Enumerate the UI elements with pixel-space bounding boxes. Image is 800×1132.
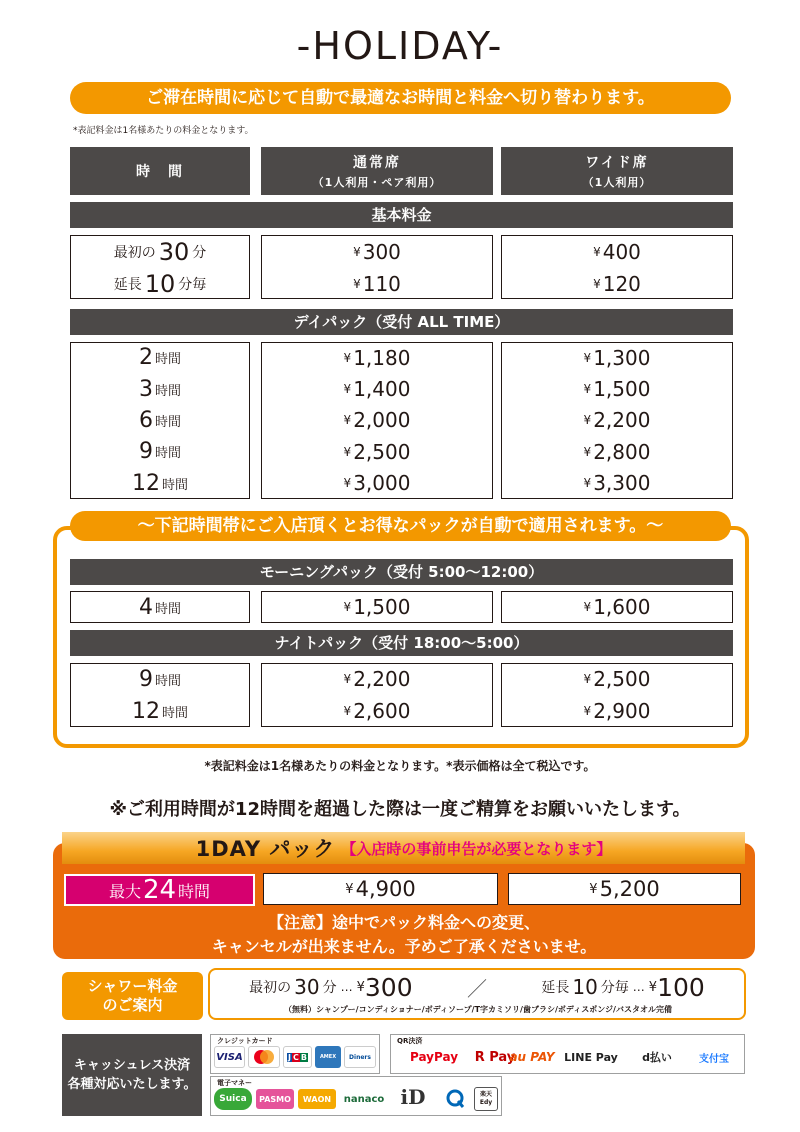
mastercard-logo bbox=[248, 1046, 280, 1068]
header-normal-seat bbox=[261, 147, 493, 195]
rakuten-pay-logo: R Pay bbox=[474, 1049, 516, 1065]
basic-wide-ext bbox=[502, 268, 732, 300]
hours-unit: 時間 bbox=[161, 477, 188, 493]
header-normal-main: 通常席 bbox=[353, 155, 401, 171]
jcb-c: C bbox=[293, 1052, 299, 1062]
yen-sign: ¥ bbox=[345, 881, 354, 897]
yen-sign: ¥ bbox=[356, 979, 365, 995]
price: 1,600 bbox=[593, 595, 651, 619]
hours-unit: 時間 bbox=[154, 446, 181, 462]
day-pack-bar: デイパック（受付 ALL TIME） bbox=[70, 309, 733, 335]
emoney-label: 電子マネー bbox=[217, 1079, 252, 1087]
hours-number: 3 bbox=[138, 376, 153, 402]
yen-sign: ¥ bbox=[589, 881, 598, 897]
header-time-label: 時 間 bbox=[136, 164, 184, 180]
yen-sign: ¥ bbox=[343, 382, 352, 397]
day-pack-hours-cell bbox=[70, 342, 250, 373]
hours-unit: 時間 bbox=[154, 383, 181, 399]
basic-wide-first bbox=[502, 236, 732, 268]
price: 5,200 bbox=[599, 877, 660, 901]
hours-number: 9 bbox=[138, 439, 153, 465]
yen-sign: ¥ bbox=[353, 277, 361, 291]
jcb-logo bbox=[283, 1046, 312, 1068]
max-pre: 最大 bbox=[108, 881, 141, 901]
shower-first-num: 30 bbox=[294, 975, 320, 999]
rakuten-edy-logo: 楽天Edy bbox=[474, 1087, 498, 1111]
day-pack-wide-price-cell bbox=[501, 342, 733, 373]
day-pack-wide-price-cell bbox=[501, 405, 733, 436]
header-normal-sub: （1人利用・ペア利用） bbox=[312, 176, 442, 189]
day-pack-normal-price-cell bbox=[261, 342, 493, 373]
one-day-note-line1: 【注意】途中でパック料金への変更、 bbox=[267, 913, 540, 932]
one-day-normal-price bbox=[263, 873, 498, 905]
yen-sign: ¥ bbox=[343, 704, 352, 718]
price: 3,000 bbox=[353, 471, 411, 496]
diners-logo: Diners bbox=[344, 1046, 376, 1068]
shower-ext-pre: 延長 bbox=[541, 980, 570, 996]
header-wide-main: ワイド席 bbox=[585, 155, 649, 171]
price: 120 bbox=[602, 272, 641, 296]
shower-first-unit: 分 bbox=[322, 980, 337, 996]
day-pack-hours-cell bbox=[70, 468, 250, 499]
day-pack-wide-price-cell bbox=[501, 436, 733, 467]
night-wide-price-cell bbox=[501, 695, 733, 727]
one-day-pack-header bbox=[62, 832, 745, 864]
hours-number: 9 bbox=[138, 666, 153, 692]
basic-first-post: 分 bbox=[192, 245, 207, 261]
hours-unit: 時間 bbox=[154, 352, 181, 368]
shower-ext-unit: 分毎 bbox=[600, 980, 629, 996]
basic-ext-post: 分毎 bbox=[178, 277, 207, 293]
amex-logo: AMEX bbox=[315, 1046, 341, 1068]
night-normal-price-cell bbox=[261, 695, 493, 727]
au-pay-logo: au PAY bbox=[509, 1050, 555, 1064]
cashless-label bbox=[62, 1034, 202, 1116]
line-pay-logo: LINE Pay bbox=[564, 1050, 618, 1064]
price: 4,900 bbox=[355, 877, 416, 901]
night-wide-price-cell bbox=[501, 663, 733, 695]
price: 300 bbox=[362, 240, 401, 264]
basic-normal-first bbox=[262, 236, 492, 268]
price: 2,200 bbox=[353, 667, 411, 691]
price: 2,500 bbox=[353, 439, 411, 464]
page-title: -HOLIDAY- bbox=[296, 24, 504, 68]
hours-unit: 時間 bbox=[154, 414, 181, 430]
shower-fee-label bbox=[62, 972, 203, 1020]
waon-logo: WAON bbox=[298, 1089, 336, 1109]
one-day-subtitle: 【入店時の事前申告が必要となります】 bbox=[341, 839, 612, 858]
price: 3,300 bbox=[593, 471, 651, 496]
morning-pack-bar: モーニングパック（受付 5:00～12:00） bbox=[70, 559, 733, 585]
auto-switch-banner: ご滞在時間に応じて自動で最適なお時間と料金へ切り替わります。 bbox=[70, 82, 731, 114]
price: 1,500 bbox=[593, 377, 651, 402]
pasmo-logo: PASMO bbox=[256, 1089, 294, 1109]
night-pack-bar: ナイトパック（受付 18:00～5:00） bbox=[70, 630, 733, 656]
jcb-b: B bbox=[300, 1052, 307, 1062]
yen-sign: ¥ bbox=[353, 245, 361, 259]
day-pack-normal-price-cell bbox=[261, 405, 493, 436]
shower-label-line1: シャワー料金 bbox=[87, 977, 178, 995]
shower-amenities: （無料）シャンプー/コンディショナー/ボディソープ/T字カミソリ/歯ブラシ/ボディスポンジ/バスタオル完備 bbox=[284, 1005, 672, 1014]
price: 2,800 bbox=[593, 439, 651, 464]
yen-sign: ¥ bbox=[583, 444, 592, 459]
night-normal-price-cell bbox=[261, 663, 493, 695]
basic-normal-ext bbox=[262, 268, 492, 300]
jcb-j: J bbox=[288, 1052, 291, 1062]
day-pack-hours-cell bbox=[70, 405, 250, 436]
morning-wide-price-cell bbox=[501, 591, 733, 623]
dots: … bbox=[340, 980, 353, 994]
price: 1,400 bbox=[353, 377, 411, 402]
one-day-note-line2: キャンセルが出来ません。予めご了承くださいませ。 bbox=[211, 937, 597, 956]
shower-ext bbox=[541, 973, 704, 1002]
credit-card-label: クレジットカード bbox=[217, 1037, 273, 1045]
price: 2,500 bbox=[593, 667, 651, 691]
shower-ext-num: 10 bbox=[572, 975, 598, 999]
basic-time-col bbox=[70, 235, 250, 299]
night-hours-cell bbox=[70, 663, 250, 695]
yen-sign: ¥ bbox=[583, 413, 592, 428]
header-time bbox=[70, 147, 250, 195]
price: 1,300 bbox=[593, 345, 651, 370]
day-pack-wide-price-cell bbox=[501, 468, 733, 499]
nanaco-logo: nanaco bbox=[343, 1093, 385, 1105]
day-pack-normal-price-cell bbox=[261, 468, 493, 499]
max-24-hours-label bbox=[64, 874, 255, 906]
divider-slash: ／ bbox=[466, 976, 487, 1001]
cashless-line1: キャッシュレス決済 bbox=[73, 1058, 191, 1073]
day-pack-wide-price-cell bbox=[501, 373, 733, 404]
basic-ext-pre: 延長 bbox=[113, 277, 142, 293]
suica-logo: Suica bbox=[214, 1088, 252, 1110]
yen-sign: ¥ bbox=[648, 979, 658, 995]
basic-row-ext bbox=[71, 268, 249, 300]
one-day-wide-price bbox=[508, 873, 741, 905]
basic-first-num: 30 bbox=[158, 238, 190, 266]
day-pack-normal-price-cell bbox=[261, 373, 493, 404]
tax-note: *表記料金は1名様あたりの料金となります。*表示価格は全て税込です。 bbox=[204, 759, 596, 773]
header-wide-sub: （1人利用） bbox=[582, 176, 652, 189]
id-logo: iD bbox=[400, 1085, 426, 1109]
price: 1,180 bbox=[353, 345, 411, 370]
shower-ext-price: 100 bbox=[657, 972, 705, 1002]
shower-prices bbox=[222, 972, 732, 1002]
basic-wide-col bbox=[501, 235, 733, 299]
yen-sign: ¥ bbox=[343, 444, 352, 459]
basic-normal-col bbox=[261, 235, 493, 299]
dots: … bbox=[632, 980, 645, 994]
yen-sign: ¥ bbox=[343, 600, 352, 614]
visa-logo: VISA bbox=[214, 1046, 245, 1068]
yen-sign: ¥ bbox=[583, 476, 592, 491]
price: 2,200 bbox=[593, 408, 651, 433]
yen-sign: ¥ bbox=[583, 350, 592, 365]
yen-sign: ¥ bbox=[593, 245, 601, 259]
hours-number: 2 bbox=[138, 345, 153, 371]
hours-number: 12 bbox=[131, 698, 160, 724]
price: 400 bbox=[602, 240, 641, 264]
night-hours-cell bbox=[70, 695, 250, 727]
basic-ext-num: 10 bbox=[144, 270, 176, 298]
day-pack-hours-cell bbox=[70, 436, 250, 467]
day-pack-normal-price-cell bbox=[261, 436, 493, 467]
qr-payment-label: QR決済 bbox=[397, 1037, 423, 1045]
header-wide-seat bbox=[501, 147, 733, 195]
max-post: 時間 bbox=[178, 881, 211, 901]
yen-sign: ¥ bbox=[343, 350, 352, 365]
hours-unit: 時間 bbox=[154, 601, 181, 617]
basic-first-pre: 最初の bbox=[113, 245, 156, 261]
basic-row-first bbox=[71, 236, 249, 268]
price: 110 bbox=[362, 272, 401, 296]
yen-sign: ¥ bbox=[583, 382, 592, 397]
mastercard-icon bbox=[251, 1049, 277, 1065]
alipay-logo: 支付宝 bbox=[699, 1053, 729, 1065]
shower-label-line2: のご案内 bbox=[102, 996, 163, 1014]
quicpay-icon bbox=[444, 1089, 466, 1109]
paypay-logo: PayPay bbox=[409, 1050, 459, 1064]
hours-unit: 時間 bbox=[161, 705, 188, 721]
price: 2,600 bbox=[353, 699, 411, 723]
basic-fee-bar: 基本料金 bbox=[70, 202, 733, 228]
hours-number: 4 bbox=[138, 594, 153, 620]
price: 2,000 bbox=[353, 408, 411, 433]
special-pack-banner: ～下記時間帯にご入店頂くとお得なパックが自動で適用されます。～ bbox=[70, 511, 731, 541]
hours-number: 12 bbox=[131, 470, 160, 496]
quicpay-logo bbox=[440, 1088, 470, 1110]
yen-sign: ¥ bbox=[593, 277, 601, 291]
morning-hours-cell bbox=[70, 591, 250, 623]
morning-normal-price-cell bbox=[261, 591, 493, 623]
hours-number: 6 bbox=[138, 407, 153, 433]
yen-sign: ¥ bbox=[583, 600, 592, 614]
yen-sign: ¥ bbox=[583, 704, 592, 718]
per-person-note: *表記料金は1名様あたりの料金となります。 bbox=[73, 126, 254, 136]
yen-sign: ¥ bbox=[343, 476, 352, 491]
day-pack-hours-cell bbox=[70, 373, 250, 404]
shower-first-price: 300 bbox=[364, 972, 413, 1002]
d-barai-logo: d払い bbox=[642, 1051, 672, 1064]
max-num: 24 bbox=[142, 875, 177, 905]
cashless-line2: 各種対応いたします。 bbox=[67, 1077, 197, 1092]
shower-first bbox=[249, 973, 412, 1002]
price: 1,500 bbox=[353, 595, 411, 619]
twelve-hour-warning: ※ご利用時間が12時間を超過した際は一度ご精算をお願いいたします。 bbox=[109, 799, 691, 820]
yen-sign: ¥ bbox=[343, 413, 352, 428]
price: 2,900 bbox=[593, 699, 651, 723]
yen-sign: ¥ bbox=[343, 672, 352, 686]
hours-unit: 時間 bbox=[154, 673, 181, 689]
shower-first-pre: 最初の bbox=[249, 980, 292, 996]
one-day-title: 1DAY パック bbox=[195, 837, 336, 861]
yen-sign: ¥ bbox=[583, 672, 592, 686]
